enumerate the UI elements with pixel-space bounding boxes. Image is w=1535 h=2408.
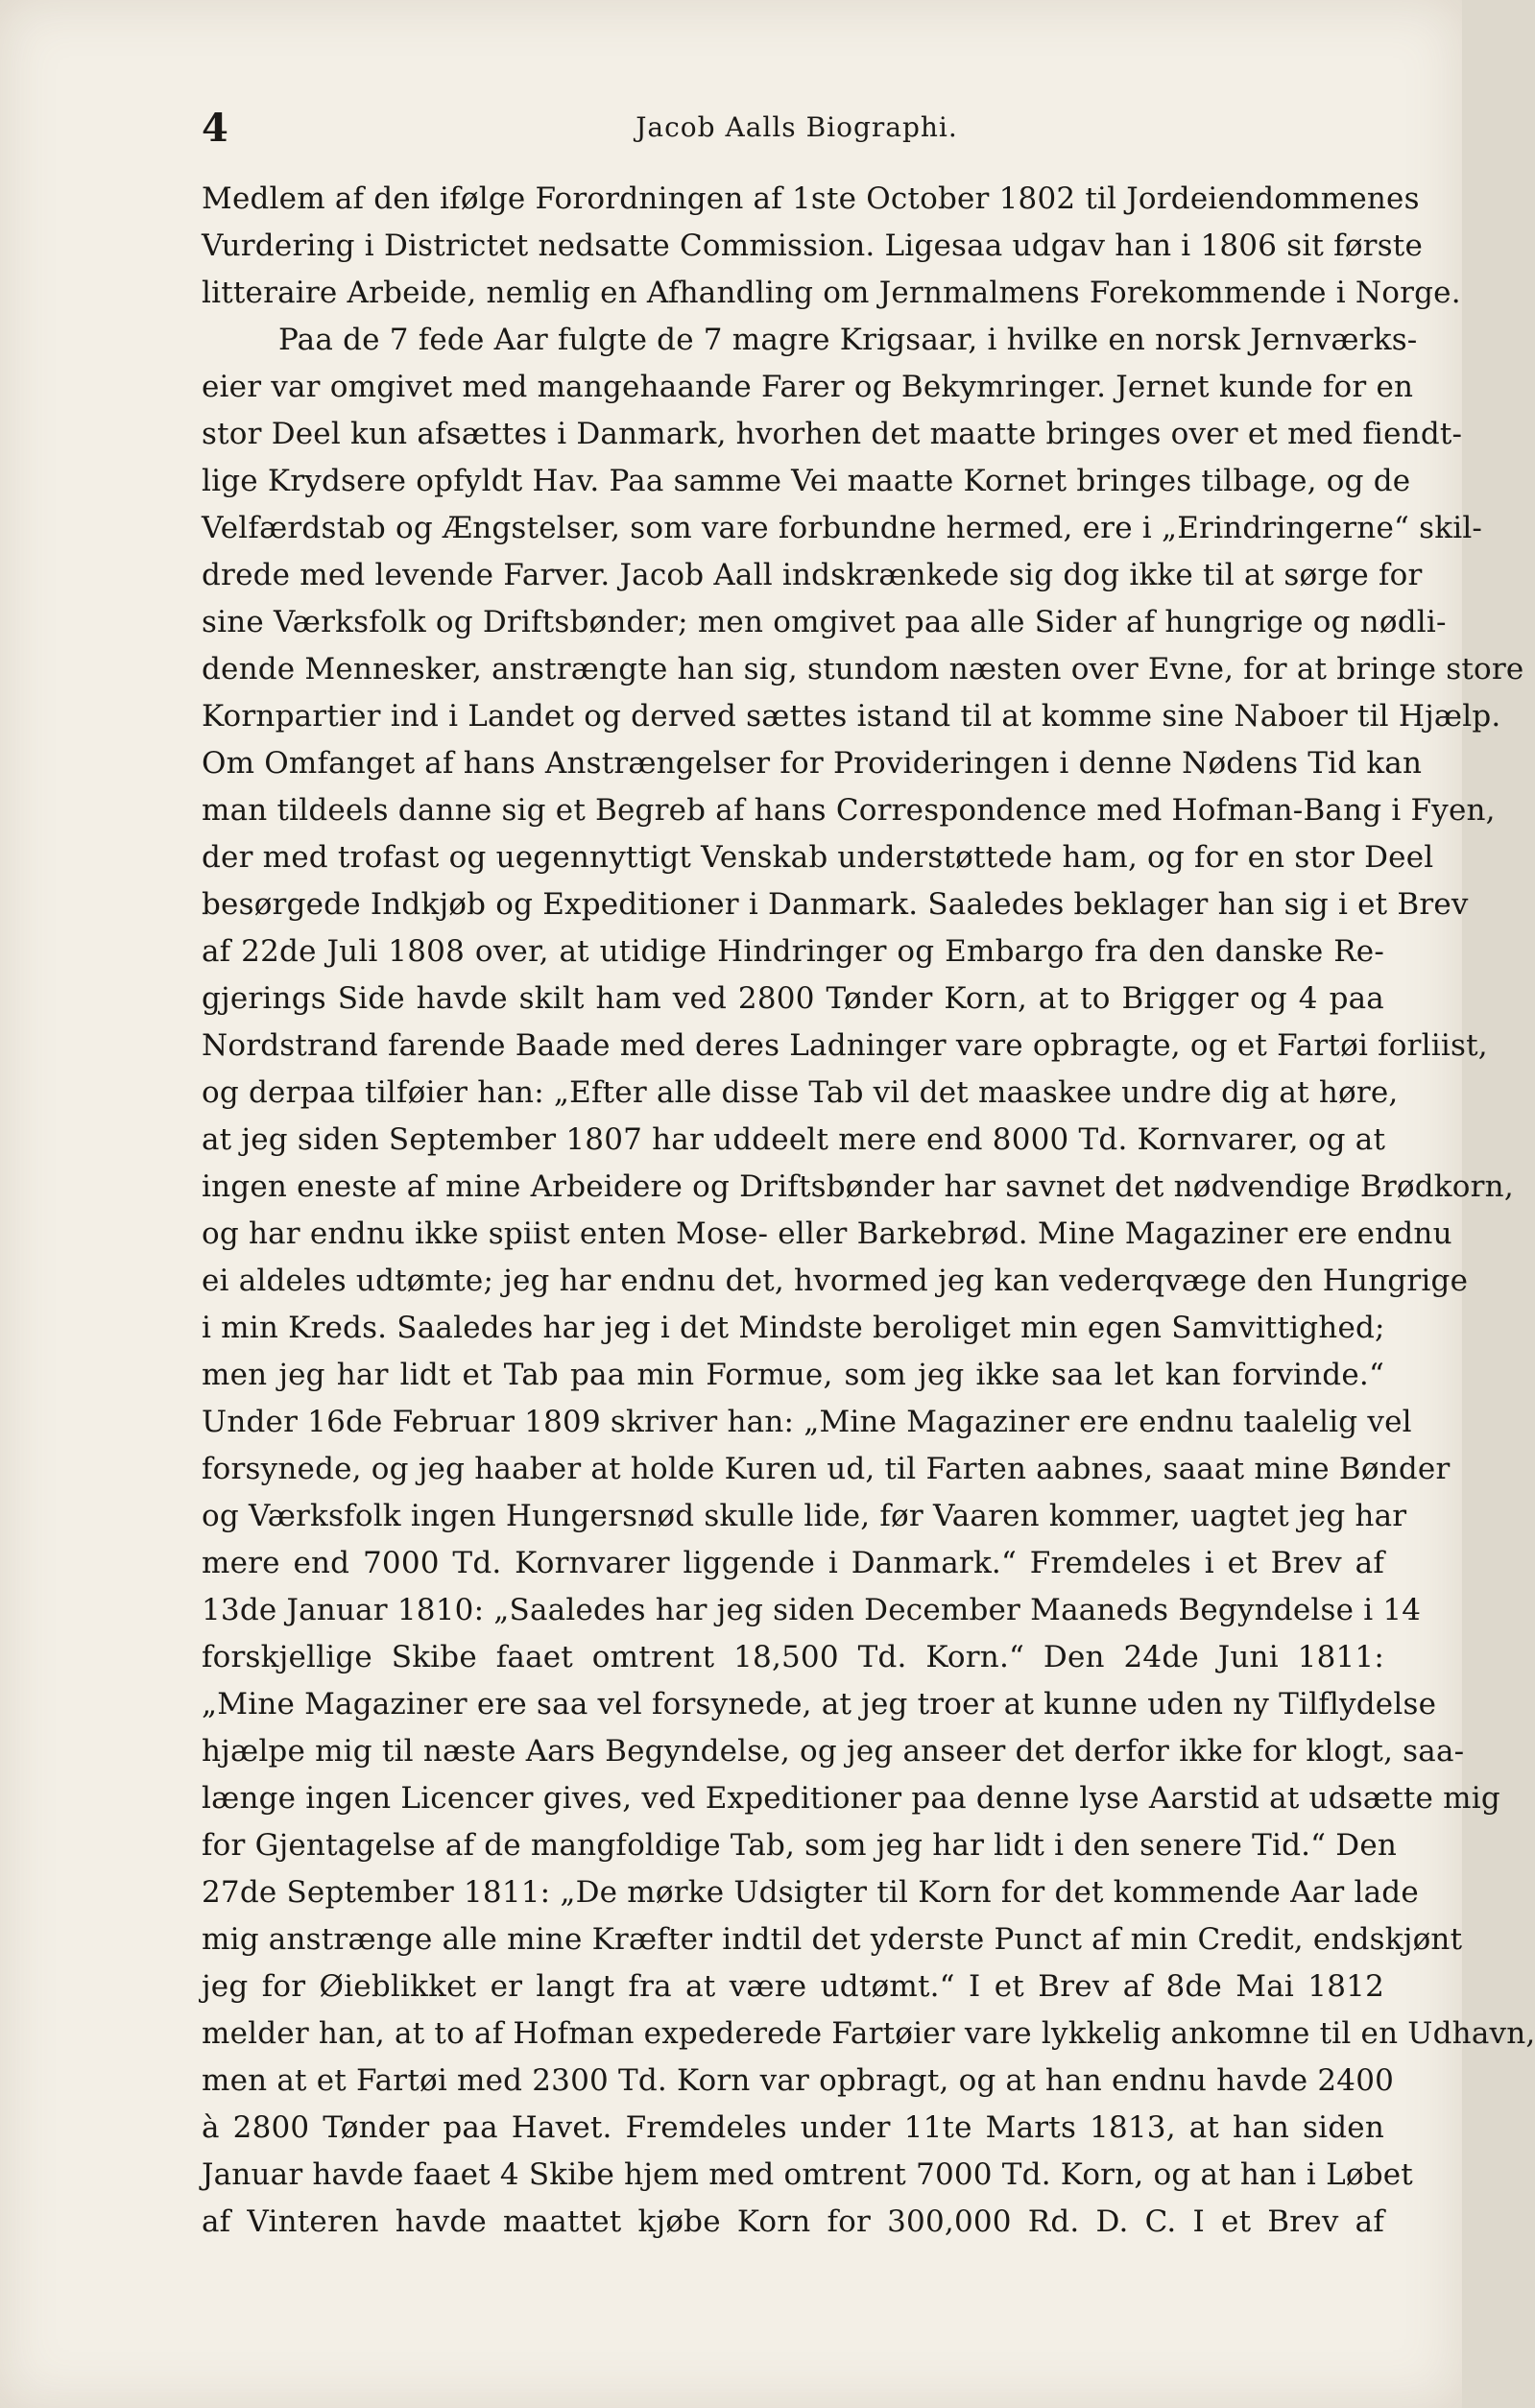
text-line: ei aldeles udtømte; jeg har endnu det, hvormed jeg kan vederqvæge den Hungrige — [202, 1264, 1469, 1298]
text-line: man tildeels danne sig et Begreb af hans Correspondence med Hofman-Bang i Fyen, — [202, 793, 1496, 828]
text-line: Medlem af den ifølge Forordningen af 1ste October 1802 til Jordeiendommenes — [202, 181, 1420, 216]
text-line: jeg for Øieblikket er langt fra at være udtømt.“ I et Brev af 8de Mai 1812 — [202, 1969, 1384, 2004]
text-line: forskjellige Skibe faaet omtrent 18,500 Td. Korn.“ Den 24de Juni 1811: — [202, 1640, 1384, 1674]
text-line: Januar havde faaet 4 Skibe hjem med omtrent 7000 Td. Korn, og at han i Løbet — [202, 2157, 1413, 2192]
text-line: 27de September 1811: „De mørke Udsigter til Korn for det kommende Aar lade — [202, 1875, 1419, 1910]
text-line: forsynede, og jeg haaber at holde Kuren ud, til Farten aabnes, saaat mine Bønder — [202, 1452, 1451, 1486]
text-line: sine Værksfolk og Driftsbønder; men omgivet paa alle Sider af hungrige og nødli- — [202, 605, 1447, 639]
text-line: Kornpartier ind i Landet og derved sættes istand til at komme sine Naboer til Hjælp. — [202, 699, 1501, 734]
running-head: Jacob Aalls Biographi. — [636, 111, 958, 143]
text-line: at jeg siden September 1807 har uddeelt mere end 8000 Td. Kornvarer, og at — [202, 1122, 1386, 1157]
text-line: 13de Januar 1810: „Saaledes har jeg siden December Maaneds Begyndelse i 14 — [202, 1593, 1422, 1627]
text-line: af 22de Juli 1808 over, at utidige Hindringer og Embargo fra den danske Re- — [202, 934, 1384, 969]
text-line: for Gjentagelse af de mangfoldige Tab, som jeg har lidt i den senere Tid.“ Den — [202, 1828, 1398, 1863]
text-line: lige Krydsere opfyldt Hav. Paa samme Vei maatte Kornet bringes tilbage, og de — [202, 464, 1411, 498]
text-line: og Værksfolk ingen Hungersnød skulle lide, før Vaaren kommer, uagtet jeg har — [202, 1499, 1407, 1533]
text-line: Velfærdstab og Ængstelser, som vare forbundne hermed, ere i „Erindringerne“ skil- — [202, 511, 1483, 545]
page-header — [202, 106, 1392, 154]
text-line: Under 16de Februar 1809 skriver han: „Mine Magaziner ere endnu taalelig vel — [202, 1405, 1412, 1439]
text-line: „Mine Magaziner ere saa vel forsynede, at jeg troer at kunne uden ny Tilflydelse — [202, 1687, 1437, 1722]
text-line: længe ingen Licencer gives, ved Expeditioner paa denne lyse Aarstid at udsætte mig — [202, 1781, 1500, 1816]
text-line: Paa de 7 fede Aar fulgte de 7 magre Krigsaar, i hvilke en norsk Jernværks- — [278, 323, 1418, 357]
text-line: i min Kreds. Saaledes har jeg i det Mindste beroliget min egen Samvittighed; — [202, 1311, 1385, 1345]
text-line: hjælpe mig til næste Aars Begyndelse, og jeg anseer det derfor ikke for klogt, saa- — [202, 1734, 1465, 1769]
text-line: gjerings Side havde skilt ham ved 2800 Tønder Korn, at to Brigger og 4 paa — [202, 981, 1384, 1016]
text-line: mig anstrænge alle mine Kræfter indtil det yderste Punct af min Credit, endskjønt — [202, 1922, 1463, 1957]
body-text — [202, 176, 1535, 2246]
page-number: 4 — [202, 106, 228, 151]
text-line: og derpaa tilføier han: „Efter alle disse Tab vil det maaskee undre dig at høre, — [202, 1075, 1399, 1110]
text-line: mere end 7000 Td. Kornvarer liggende i Danmark.“ Fremdeles i et Brev af — [202, 1546, 1384, 1580]
text-line: af Vinteren havde maattet kjøbe Korn for 300,000 Rd. D. C. I et Brev af — [202, 2204, 1384, 2239]
text-line: ingen eneste af mine Arbeidere og Driftsbønder har savnet det nødvendige Brødkorn, — [202, 1169, 1514, 1204]
text-line: dende Mennesker, anstrængte han sig, stundom næsten over Evne, for at bringe store — [202, 652, 1524, 686]
text-line: besørgede Indkjøb og Expeditioner i Danmark. Saaledes beklager han sig i et Brev — [202, 887, 1469, 922]
text-line: Vurdering i Districtet nedsatte Commission. Ligesaa udgav han i 1806 sit første — [202, 229, 1424, 263]
text-line: men jeg har lidt et Tab paa min Formue, som jeg ikke saa let kan forvinde.“ — [202, 1358, 1384, 1392]
text-line: eier var omgivet med mangehaande Farer og Bekymringer. Jernet kunde for en — [202, 370, 1414, 404]
text-line: drede med levende Farver. Jacob Aall indskrænkede sig dog ikke til at sørge for — [202, 558, 1423, 592]
text-line: melder han, at to af Hofman expederede Fartøier vare lykkelig ankomne til en Udhavn, — [202, 2016, 1535, 2051]
text-line: Nordstrand farende Baade med deres Ladninger vare opbragte, og et Fartøi forliist, — [202, 1028, 1488, 1063]
text-line: og har endnu ikke spiist enten Mose- eller Barkebrød. Mine Magaziner ere endnu — [202, 1216, 1452, 1251]
text-line: men at et Fartøi med 2300 Td. Korn var opbragt, og at han endnu havde 2400 — [202, 2063, 1395, 2098]
text-line: stor Deel kun afsættes i Danmark, hvorhen det maatte bringes over et med fiendt- — [202, 417, 1463, 451]
text-line: à 2800 Tønder paa Havet. Fremdeles under 11te Marts 1813, at han siden — [202, 2110, 1384, 2145]
text-line: Om Omfanget af hans Anstrængelser for Provideringen i denne Nødens Tid kan — [202, 746, 1423, 781]
text-line: litteraire Arbeide, nemlig en Afhandling om Jernmalmens Forekommende i Norge. — [202, 276, 1461, 310]
text-line: der med trofast og uegennyttigt Venskab understøttede ham, og for en stor Deel — [202, 840, 1434, 875]
